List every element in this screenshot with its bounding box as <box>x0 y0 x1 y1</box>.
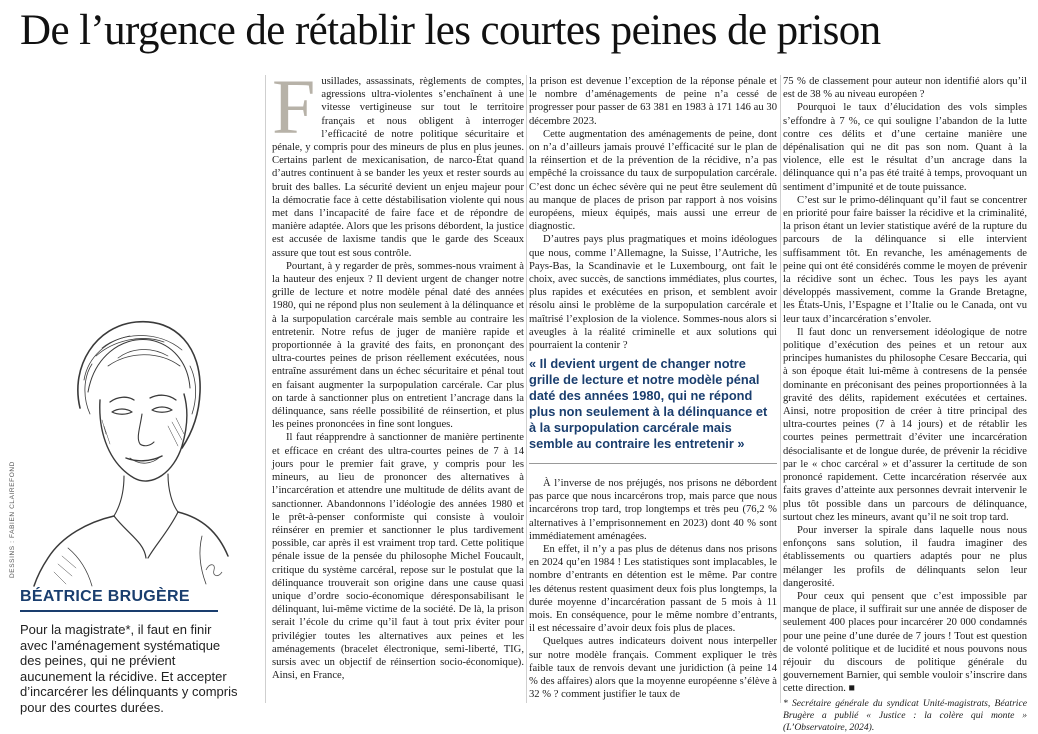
pull-quote-rule <box>529 463 777 464</box>
photo-credit: DESSINS : FABIEN CLAIREFOND <box>9 461 16 578</box>
body-paragraph: Il faut réapprendre à sanctionner de manière pertinente et efficace en créant des ultra-courtes peines de 7 à 14 jours pour le premier fait grave, y compris pour les mineurs, au lieu de prononcer des alternatives à l’incarcération et attendre une multitude de délits avant de sanctionner. Abandonnons l’idéologie des années 1980 et le prêt-à-penser conformiste qui consiste à vouloir réinsérer en premier et sanctionner le plus tardivement possible, car après il est vraiment trop tard. Cette politique pénale issue de la pensée du philosophe Michel Foucault, critique du système carcéral, repose sur le postulat que la délinquance trouverait son origine dans une cause quasi unique d’ordre socio-économique déresponsabilisant le délinquant, lui-même victime de la société. De là, la prison serait l’école du crime qu’il faut à tout prix éviter pour privilégier toutes les alternatives aux peines et les aménagements (bracelet électronique, semi-liberté, TIG, sursis avec un objectif de réinsertion socio-économique). Ainsi, en France, <box>272 432 524 682</box>
column-rule <box>265 75 266 703</box>
body-paragraph: Fusillades, assassinats, règlements de comptes, agressions ultra-violentes s’enchaînent à une vitesse vertigineuse sur tout le territoire français et nous obligent à interroger l’efficacité de notre politique sécuritaire et pénale, y compris pour des mineurs de plus en plus jeunes. Certains parlent de mexicanisation, de narco-État quand d’autres continuent à se bander les yeux et rester sourds au bruit des balles. La sécurité devient un enjeu majeur pour la démocratie face à cette déstabilisation violente qui nous met dans l’incapacité de faire face et de répondre de manière adaptée. Alors que les prisons débordent, la justice est accusée de laxisme tandis que le garde des Sceaux assure que tout est sous contrôle. <box>272 63 524 259</box>
column-rule <box>780 75 781 703</box>
body-paragraph: Quelques autres indicateurs doivent nous interpeller sur notre modèle français. Comment expliquer le très faible taux de renvois devant une juridiction (à peine 14 % des affaires) alors que la moyenne européenne s’élève à 32 % ? comment justifier le taux de <box>529 636 777 701</box>
article-column-2-top <box>529 75 777 355</box>
column-rule <box>526 75 527 703</box>
author-footnote: * Secrétaire générale du syndicat Unité-magistrats, Béatrice Brugère a publié « Justice : la colère qui monte » (L’Observatoire, 2024). <box>783 697 1027 733</box>
body-paragraph: C’est sur le primo-délinquant qu’il faut se concentrer en priorité pour faire baisser la récidive et la criminalité, la prison étant un levier statistique avéré de la rupture du parcours de la délinquance si elle intervient suffisamment tôt. En revanche, les aménagements de peine qui ont été considérés comme le moyen de prévenir la récidive sont un échec. Tous les pays les ayant développés massivement, comme la Grande Bretagne, les États-Unis, l’Espagne et l’Italie ou le Canada, ont vu leur taux d’incarcération s’envoler. <box>783 194 1027 325</box>
body-paragraph: 75 % de classement pour auteur non identifié alors qu’il est de 38 % au niveau européen ? <box>783 76 1027 101</box>
author-byline: BÉATRICE BRUGÈRE <box>20 588 218 612</box>
body-paragraph: Pourquoi le taux d’élucidation des vols simples s’effondre à 7 %, ce qui souligne l’abandon de la lutte contre ces délits et d’une certaine manière une dépénalisation qui ne dit pas son nom. Quant à la violence, elle est le résultat d’un ancrage dans la délinquance qui n’a pas été traité à temps, provoquant un sentiment d’impunité et de toute puissance. <box>783 102 1027 193</box>
drop-cap: F <box>272 63 316 150</box>
body-paragraph: la prison est devenue l’exception de la réponse pénale et le nombre d’aménagements de peine n’a cessé de progresser pour passer de 63 381 en 1983 à 171 146 au 30 décembre 2023. <box>529 76 777 127</box>
body-paragraph: À l’inverse de nos préjugés, nos prisons ne débordent pas parce que nous incarcérons trop, mais parce que nous incarcérons trop tard, trop longtemps et très peu (76,2 % alternatives à l’emprisonnement en 2023) dont 40 % sont immédiatement aménagées. <box>529 478 777 542</box>
pull-quote: « Il devient urgent de changer notre grille de lecture et notre modèle pénal daté des années 1980, qui ne répond plus non seulement à la délinquance et à la surpopulation carcérale mais semble au contraire les entretenir » <box>529 356 768 451</box>
article-standfirst: Pour la magistrate*, il faut en finir avec l’aménagement systématique des peines, qui ne prévient aucunement la récidive. Et accepter d’incarcérer les délinquants y compris pour des courtes durées. <box>20 622 238 715</box>
article-headline: De l’urgence de rétablir les courtes peines de prison <box>20 7 881 54</box>
article-column-2-bottom <box>529 477 777 705</box>
body-paragraph: Cette augmentation des aménagements de peine, dont on n’a d’ailleurs jamais prouvé l’efficacité sur le plan de la réinsertion et de la prévention de la récidive, n’a pas empêché la croissance du taux de surpopulation carcérale. C’est donc un échec sévère qui ne peut être seulement dû au manque de places de prison par rapport à nos voisins européens, mieux équipés, mais aussi une erreur de diagnostic. <box>529 128 777 233</box>
body-paragraph: Pourtant, à y regarder de près, sommes-nous vraiment à la hauteur des enjeux ? Il devient urgent de changer notre grille de lecture et notre modèle pénal daté des années 1980, qui ne répond plus non seulement à la délinquance et à la surpopulation carcérale mais semble au contraire les entretenir. Notre refus de juger de manière rapide et proportionnée à la gravité des faits, en prononçant des ultra-courtes peines de prison réellement exécutées, nous entraîne assurément dans un échec sécuritaire et pénal tout en faisant augmenter la surpopulation carcérale. Car plus on tarde à sanctionner plus on entretient l’ancrage dans la délinquance, sans réelle possibilité de réinsertion, et plus les peines prononcées in fine sont longues. <box>272 260 524 431</box>
article-column-3 <box>783 75 1027 733</box>
body-paragraph: Pour inverser la spirale dans laquelle nous nous enfonçons sans solution, il faudra imaginer des établissements ou quartiers adaptés pour ne plus mélanger les profils de délinquants selon leur dangerosité. <box>783 524 1027 589</box>
body-paragraph: Pour ceux qui pensent que c’est impossible par manque de place, il suffirait sur une année de disposer de seulement 400 places pour incarcérer 20 000 condamnés pour une peine d’une durée de 7 jours ! Tout est question de volonté politique et de lucidité et nous pouvons nous réjouir du discours de politique générale du gouvernement Barnier, qui semble vouloir s’inscrire dans cette direction. ■ <box>783 590 1027 695</box>
body-paragraph: En effet, il n’y a pas plus de détenus dans nos prisons en 2024 qu’en 1984 ! Les statistiques sont implacables, le nombre d’entrants en détention est le même. Par contre les détenus restent quasiment deux fois plus longtemps, la durée moyenne d’incarcération passant de 5 mois à 11 mois. En conséquence, pour le même nombre d’entrants, il est nécessaire d’avoir deux fois plus de places. <box>529 544 777 635</box>
article-column-1 <box>272 63 524 705</box>
body-paragraph: D’autres pays plus pragmatiques et moins idéologues que nous, comme l’Allemagne, la Suisse, l’Autriche, les Pays-Bas, la Scandinavie et le Luxembourg, ont fait le choix, avec succès, de sanctions immédiates, plus courtes, plus rapides et exécutées en prison, et semblent avoir résolu ainsi le problème de la surpopulation carcérale et maîtrisé l’explosion de la violence. Sommes-nous alors si aveugles à la réalité criminelle et aux solutions qui pourraient la contenir ? <box>529 234 777 352</box>
body-paragraph: Il faut donc un renversement idéologique de notre politique d’exécution des peines et un retour aux principes humanistes du philosophe Cesare Beccaria, qui à son époque était lui-même à contresens de la pensée dominante en préconisant des peines proportionnées à la gravité des délits, rapidement exécutées et certaines. Ainsi, notre proposition de créer à titre principal des ultra-courtes peines (7 à 14 jours) et de rétablir les courtes peines permettrait d’éviter une incarcération désocialisante et de longue durée, de prévenir la récidive par le « choc carcéral » et d’assurer la certitude de son prononcé rapidement. Cette incarcération réservée aux faits graves d’atteinte aux personnes devrait intervenir le plus tôt possible dans un parcours de délinquance, surtout chez les mineurs, avant qu’il ne soit trop tard. <box>783 326 1027 523</box>
author-portrait-sketch <box>18 296 233 586</box>
